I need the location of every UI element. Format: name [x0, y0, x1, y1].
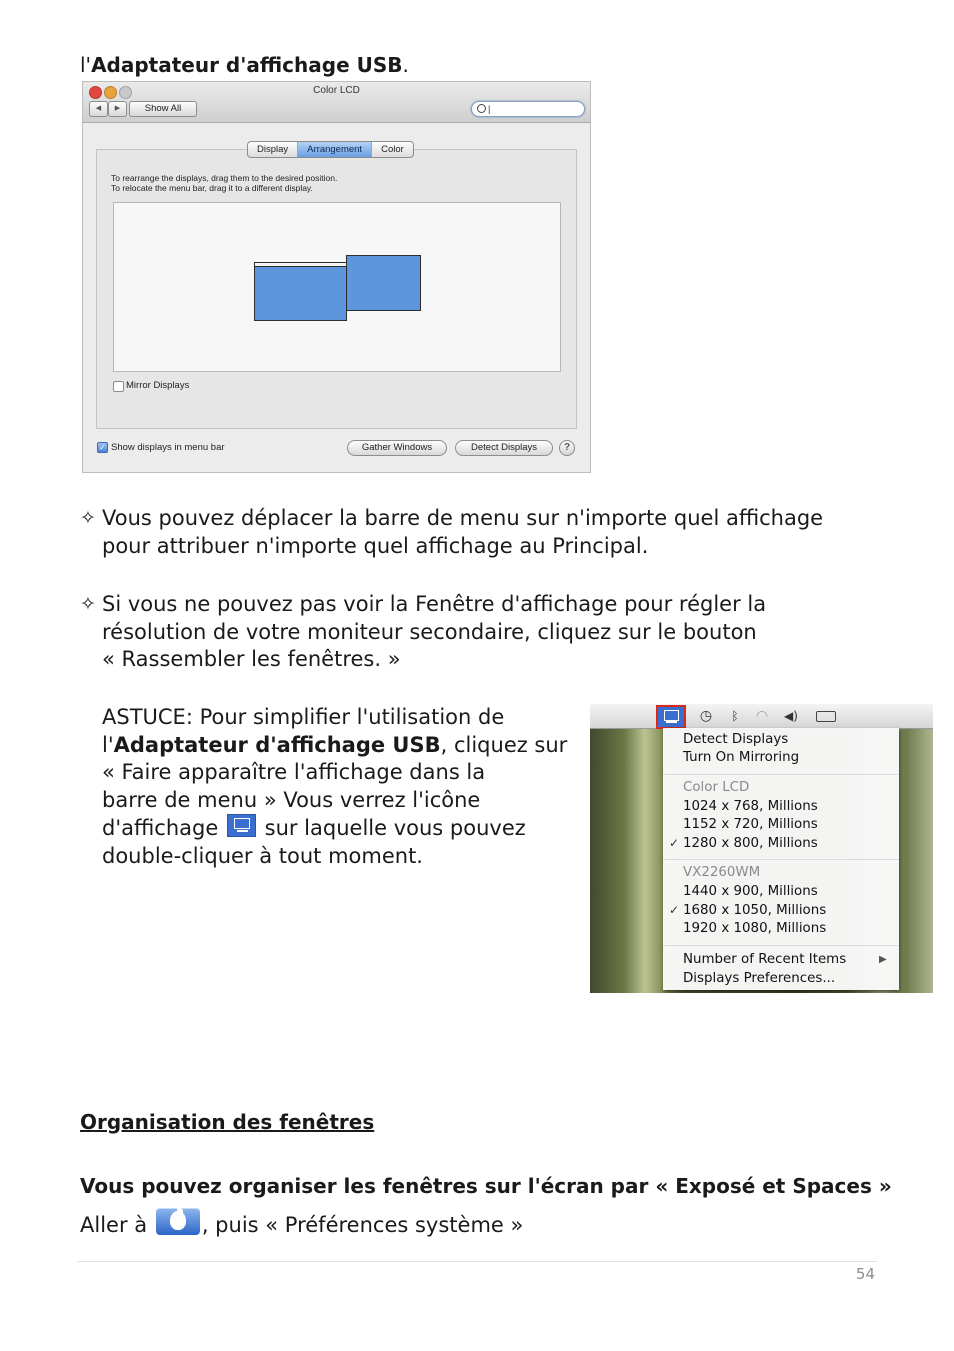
intro-prefix: l'	[80, 53, 92, 77]
menu-item-displays-preferences[interactable]: Displays Preferences...	[683, 971, 836, 986]
menu-item-number-of-recent-items[interactable]: Number of Recent Items	[683, 952, 847, 967]
tip-line-2-prefix: l'	[102, 732, 114, 757]
volume-icon[interactable]: ◀)	[784, 709, 798, 723]
display-icon[interactable]	[656, 705, 686, 729]
wifi-icon[interactable]: ◠	[755, 708, 769, 724]
intro-line	[80, 52, 409, 80]
tip-line-1: ASTUCE: Pour simplifier l'utilisation de	[102, 705, 505, 729]
detect-displays-button[interactable]: Detect Displays	[455, 440, 553, 456]
go-prefix: Aller à	[80, 1213, 148, 1237]
apple-menu-icon	[156, 1208, 200, 1235]
instruction-relocate: To relocate the menu bar, drag it to a different display.	[111, 183, 313, 193]
checkmark-icon: ✓	[669, 903, 680, 917]
window-title: Color LCD	[313, 85, 360, 96]
time-machine-icon[interactable]: ◷	[699, 708, 713, 724]
menu-item-resolution[interactable]: 1152 x 720, Millions	[683, 817, 818, 832]
bullet-2	[80, 591, 766, 674]
bullet-2-line-1: Si vous ne pouvez pas voir la Fenêtre d'affichage pour régler la	[102, 592, 767, 616]
page-number: 54	[855, 1265, 875, 1283]
menu-item-turn-on-mirroring[interactable]: Turn On Mirroring	[683, 750, 800, 765]
help-button[interactable]: ?	[559, 440, 575, 456]
back-button[interactable]: ◀	[89, 101, 108, 117]
tip-line-5-prefix: d'affichage	[102, 816, 219, 840]
menu-separator	[663, 774, 899, 775]
instruction-rearrange: To rearrange the displays, drag them to the desired position.	[111, 173, 338, 183]
tab-arrangement[interactable]: Arrangement	[298, 142, 372, 157]
menu-item-detect-displays[interactable]: Detect Displays	[683, 732, 789, 747]
bullet-1	[80, 505, 823, 560]
window-titlebar	[83, 82, 590, 123]
tip-line-2-bold: Adaptateur d'affichage USB	[113, 732, 441, 757]
bullet-1-line-2: pour attribuer n'importe quel affichage au Principal.	[102, 533, 649, 558]
go-to-line	[80, 1208, 523, 1240]
search-field[interactable]	[471, 101, 585, 117]
bullet-star-icon: ✧	[80, 593, 96, 615]
gather-windows-button[interactable]: Gather Windows	[347, 440, 447, 456]
bullet-star-icon: ✧	[80, 507, 96, 529]
menu-item-resolution[interactable]: 1024 x 768, Millions	[683, 799, 818, 814]
menu-bar-handle[interactable]	[255, 263, 346, 267]
preferences-tabs	[247, 141, 414, 158]
menu-item-resolution[interactable]: 1680 x 1050, Millions	[683, 903, 827, 918]
footer-divider	[77, 1261, 877, 1262]
battery-icon[interactable]	[816, 711, 836, 722]
menu-separator	[663, 859, 899, 860]
primary-display-rect[interactable]	[254, 262, 347, 321]
tip-line-3: « Faire apparaître l'affichage dans la	[102, 760, 486, 784]
intro-bold: Adaptateur d'affichage USB	[91, 53, 403, 77]
bullet-2-line-3: « Rassembler les fenêtres. »	[102, 647, 401, 671]
show-in-menu-bar-label: Show displays in menu bar	[111, 442, 225, 453]
show-in-menu-bar-checkbox[interactable]: ✓	[97, 442, 108, 453]
intro-suffix: .	[402, 53, 409, 77]
tip-line-4: barre de menu » Vous verrez l'icône	[102, 787, 481, 812]
section-bold-line: Vous pouvez organiser les fenêtres sur l'écran par « Exposé et Spaces »	[80, 1174, 892, 1198]
tip-line-5	[102, 814, 572, 843]
tip-line-2-suffix: , cliquez sur	[440, 732, 568, 757]
menu-separator	[663, 945, 899, 946]
search-value: |	[488, 104, 491, 114]
menu-header-color-lcd: Color LCD	[683, 780, 750, 795]
display-icon	[227, 814, 256, 837]
secondary-display-rect[interactable]	[346, 255, 421, 311]
tip-line-6: double-cliquer à tout moment.	[102, 843, 423, 868]
bluetooth-icon[interactable]: ᛒ	[731, 709, 739, 723]
bullet-1-line-1: Vous pouvez déplacer la barre de menu sur n'importe quel affichage	[102, 506, 824, 530]
displays-dropdown-menu	[663, 728, 899, 990]
menu-item-resolution[interactable]: 1920 x 1080, Millions	[683, 921, 827, 936]
menu-bar-dropdown-screenshot	[590, 704, 933, 993]
menu-item-resolution[interactable]: 1280 x 800, Millions	[683, 836, 818, 851]
menu-header-vx2260wm: VX2260WM	[683, 865, 761, 880]
tip-line-5-suffix: sur laquelle vous pouvez	[264, 816, 526, 840]
tab-display[interactable]: Display	[248, 142, 298, 157]
mirror-displays-label: Mirror Displays	[126, 380, 190, 391]
tip-line-2	[102, 732, 572, 760]
menu-item-resolution[interactable]: 1440 x 900, Millions	[683, 884, 818, 899]
mirror-displays-checkbox[interactable]	[113, 381, 124, 392]
forward-button[interactable]: ▶	[108, 101, 127, 117]
menu-bar	[590, 704, 933, 729]
tab-color[interactable]: Color	[381, 144, 404, 155]
section-heading: Organisation des fenêtres	[80, 1110, 375, 1134]
tip-paragraph	[102, 704, 572, 870]
search-icon	[477, 104, 486, 113]
show-all-button[interactable]: Show All	[129, 101, 197, 117]
submenu-arrow-icon: ▶	[879, 954, 887, 965]
bullet-2-line-2: résolution de votre moniteur secondaire, cliquez sur le bouton	[102, 619, 757, 644]
display-arrangement-area	[113, 202, 561, 372]
checkmark-icon: ✓	[669, 836, 680, 850]
display-preferences-screenshot	[82, 81, 591, 473]
go-suffix: , puis « Préférences système »	[201, 1213, 524, 1237]
